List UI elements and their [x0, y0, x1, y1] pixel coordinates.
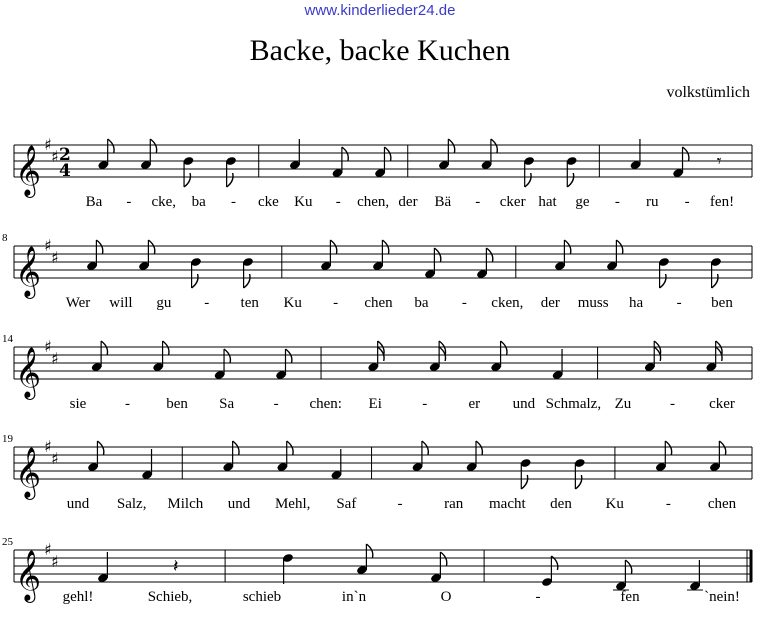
lyric-syllable: der	[398, 194, 418, 210]
note-flag	[148, 240, 154, 254]
lyric-hyphen: -	[614, 194, 620, 210]
note-flag	[448, 139, 454, 153]
lyric-hyphen: -	[125, 396, 131, 412]
lyric-syllable: Wer	[65, 295, 91, 311]
note-flag	[616, 240, 622, 254]
note-flag	[330, 240, 336, 254]
lyric-syllable: ten	[240, 295, 259, 311]
lyric-hyphen: -	[422, 396, 428, 412]
lyric-hyphen: -	[397, 496, 403, 512]
note-flag	[227, 173, 233, 187]
note-flag	[567, 173, 573, 187]
lyric-syllable: ge	[575, 194, 590, 210]
note-flag	[101, 341, 107, 355]
note-flag	[476, 441, 482, 455]
note-flag	[564, 240, 570, 254]
lyric-syllable: gu	[156, 295, 172, 311]
lyric-syllable: cke	[258, 194, 279, 210]
lyric-syllable: cker	[499, 194, 526, 210]
lyric-syllable: ru	[645, 194, 659, 210]
note-flag	[440, 552, 446, 566]
lyric-syllable: Zu	[614, 396, 632, 412]
lyric-syllable: gehl!	[62, 589, 94, 605]
note-flag	[224, 349, 230, 363]
note-flag	[660, 274, 666, 288]
treble-clef-icon: 𝄞	[15, 550, 42, 601]
composer-credit: volkstümlich	[666, 84, 750, 101]
lyric-syllable: chen,	[357, 194, 390, 210]
lyric-syllable: Milch	[167, 496, 204, 512]
eighth-rest-icon: 𝄾	[716, 151, 722, 172]
lyric-syllable: Ei	[368, 396, 382, 412]
sharp-c-icon: ♯	[51, 349, 59, 368]
lyric-syllable: Saf	[336, 496, 357, 512]
sharp-f-icon: ♯	[44, 236, 52, 255]
sharp-f-icon: ♯	[44, 337, 52, 356]
note-flag	[382, 240, 388, 254]
note-flag	[184, 173, 190, 187]
lyric-syllable: ba	[414, 295, 429, 311]
sharp-c-icon: ♯	[51, 248, 59, 267]
measure-number: 25	[2, 536, 13, 548]
lyric-syllable: Ku	[605, 496, 624, 512]
note-flag	[285, 349, 291, 363]
lyric-syllable: cker	[709, 396, 735, 412]
time-signature-denominator: 4	[59, 161, 71, 181]
lyric-syllable: Ku	[294, 194, 313, 210]
lyric-syllable: fen!	[709, 194, 735, 210]
lyric-hyphen: -	[204, 295, 210, 311]
note-flag	[96, 240, 102, 254]
lyric-hyphen: -	[273, 396, 279, 412]
note-flag	[712, 274, 718, 288]
note-flag	[192, 274, 198, 288]
note-flag	[719, 441, 725, 455]
lyric-syllable: O	[440, 589, 452, 605]
lyric-syllable: und	[227, 496, 251, 512]
lyric-syllable: und	[512, 396, 536, 412]
lyric-hyphen: -	[535, 589, 541, 605]
note-flag	[244, 274, 250, 288]
lyric-syllable: und	[66, 496, 90, 512]
measure-number: 19	[2, 433, 13, 445]
lyric-hyphen: -	[335, 194, 341, 210]
note-flag	[486, 248, 492, 262]
time-signature-numerator: 2	[59, 145, 71, 165]
note-flag	[97, 441, 103, 455]
lyric-syllable: hat	[538, 194, 557, 210]
lyric-hyphen: -	[665, 496, 671, 512]
lyric-hyphen: -	[684, 194, 690, 210]
lyric-hyphen: -	[676, 295, 682, 311]
note-flag	[108, 139, 114, 153]
lyric-syllable: sie	[69, 396, 87, 412]
lyric-syllable: Schmalz,	[545, 396, 602, 412]
note-flag	[625, 560, 631, 574]
lyric-syllable: cken,	[491, 295, 524, 311]
lyric-syllable: Ba	[85, 194, 103, 210]
lyric-syllable: macht	[489, 496, 526, 512]
note-flag	[575, 475, 581, 489]
lyric-syllable: Salz,	[116, 496, 147, 512]
treble-clef-icon: 𝄞	[15, 246, 42, 297]
treble-clef-icon: 𝄞	[15, 447, 42, 498]
lyric-hyphen: -	[475, 194, 481, 210]
note-flag	[683, 147, 689, 161]
lyric-syllable: Schieb,	[147, 589, 193, 605]
lyric-syllable: ben	[711, 295, 733, 311]
lyric-hyphen: -	[126, 194, 132, 210]
site-url[interactable]: www.kinderlieder24.de	[304, 2, 456, 19]
note-flag	[434, 248, 440, 262]
sharp-c-icon: ♯	[51, 147, 59, 166]
note-flag	[366, 544, 372, 558]
lyric-syllable: cke,	[151, 194, 177, 210]
lyric-syllable: chen:	[309, 396, 342, 412]
lyric-syllable: den	[550, 496, 572, 512]
sharp-f-icon: ♯	[44, 540, 52, 559]
lyric-syllable: chen	[707, 496, 737, 512]
note-flag	[163, 341, 169, 355]
lyric-hyphen: -	[333, 295, 339, 311]
lyric-syllable: ben	[166, 396, 188, 412]
note-flag	[521, 475, 527, 489]
note-flag	[342, 147, 348, 161]
lyric-syllable: Ku	[283, 295, 302, 311]
lyric-hyphen: -	[669, 396, 675, 412]
lyric-syllable: chen	[364, 295, 393, 311]
note-flag	[665, 441, 671, 455]
measure-number: 8	[2, 232, 8, 244]
note-flag	[150, 139, 156, 153]
lyric-syllable: ran	[444, 496, 464, 512]
note-flag	[501, 341, 507, 355]
lyric-syllable: Sa	[219, 396, 235, 412]
sharp-f-icon: ♯	[44, 135, 52, 154]
lyric-syllable: Mehl,	[274, 496, 311, 512]
sharp-c-icon: ♯	[51, 449, 59, 468]
song-title: Backe, backe Kuchen	[249, 34, 511, 67]
lyric-syllable: schieb	[242, 589, 282, 605]
measure-number: 14	[2, 333, 13, 345]
sharp-f-icon: ♯	[44, 437, 52, 456]
lyric-syllable: er	[468, 396, 481, 412]
lyric-syllable: der	[540, 295, 560, 311]
quarter-rest-icon: 𝄽	[173, 556, 179, 577]
note-flag	[525, 173, 531, 187]
note-flag	[422, 441, 428, 455]
lyric-syllable: `nein!	[704, 589, 740, 605]
treble-clef-icon: 𝄞	[15, 145, 42, 196]
note-flag	[233, 441, 239, 455]
lyric-syllable: muss	[577, 295, 609, 311]
lyric-syllable: Bä	[434, 194, 452, 210]
lyric-syllable: ba	[191, 194, 206, 210]
lyric-hyphen: -	[231, 194, 237, 210]
lyric-syllable: in`n	[341, 589, 367, 605]
note-flag	[384, 147, 390, 161]
treble-clef-icon: 𝄞	[15, 347, 42, 398]
note-flag	[491, 139, 497, 153]
lyric-syllable: ha	[629, 295, 644, 311]
note-flag	[287, 441, 293, 455]
lyric-hyphen: -	[461, 295, 467, 311]
lyric-syllable: fen	[620, 589, 640, 605]
sharp-c-icon: ♯	[51, 552, 59, 571]
lyric-syllable: will	[109, 295, 133, 311]
